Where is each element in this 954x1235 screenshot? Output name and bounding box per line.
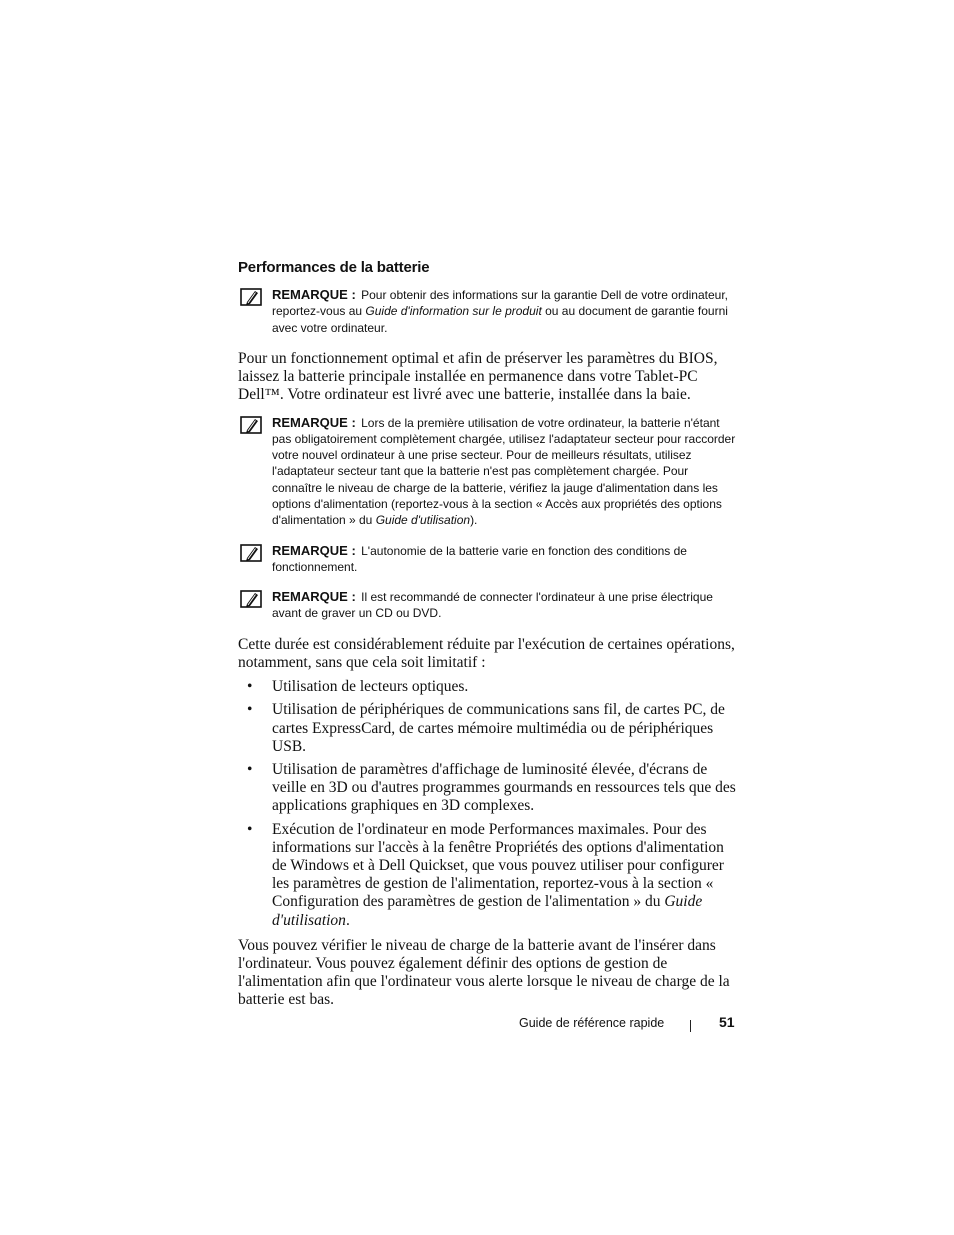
note-pencil-icon	[240, 416, 262, 434]
note-italic-title: Guide d'information sur le produit	[365, 304, 542, 319]
bullet-symbol: •	[247, 760, 253, 778]
note-label: REMARQUE :	[272, 589, 356, 605]
paragraph-charge-level: Vous pouvez vérifier le niveau de charge de la batterie avant de l'insérer dans l'ordinateur. Vous pouvez également définir des options de gestion de l'alimentation afin que l'ordinateur vous alerte lorsque le niveau de charge de la batterie est bas.	[238, 936, 730, 1009]
note-pencil-icon	[240, 288, 262, 306]
paragraph-bios: Pour un fonctionnement optimal et afin de préserver les paramètres du BIOS, laissez la batterie principale installée en permanence dans votre Tablet-PC Dell™. Votre ordinateur est livré avec une batterie, installée dans la baie.	[238, 349, 718, 404]
list-item	[238, 701, 738, 756]
note-label: REMARQUE :	[272, 542, 356, 558]
note-italic-title: Guide d'utilisation	[375, 513, 471, 528]
note-label: REMARQUE :	[272, 287, 356, 302]
note-text-after: ).	[470, 513, 478, 528]
note-label: REMARQUE :	[272, 414, 356, 430]
bullet-symbol: •	[247, 678, 253, 696]
list-item-text: Utilisation de lecteurs optiques.	[272, 678, 469, 696]
list-item-text: Utilisation de paramètres d'affichage de luminosité élevée, d'écrans de veille en 3D ou d'autres programmes gourmands en ressources tels que des applications graphiques en 3D complexes.	[272, 760, 736, 815]
note-pencil-icon	[240, 544, 262, 562]
list-item-italic-title: Guide d'utilisation	[272, 893, 703, 929]
note-warranty	[238, 287, 738, 336]
bullet-list	[238, 678, 738, 930]
list-item-text: Exécution de l'ordinateur en mode Performances maximales. Pour des informations sur l'accès à la fenêtre Propriétés des options d'alimentation de Windows et à Dell Quickset, que vous pouvez utiliser pour configurer les paramètres de gestion de l'alimentation, reportez-vous à la section « Configuration des paramètres de gestion de l'alimentation » du	[272, 820, 724, 911]
page-content	[238, 258, 738, 1020]
note-pencil-icon	[240, 590, 262, 608]
list-item	[238, 821, 738, 930]
bullet-symbol: •	[247, 820, 253, 838]
note-text: Lors de la première utilisation de votre ordinateur, la batterie n'étant pas obligatoirement complètement chargée, utilisez l'adaptateur secteur pour raccorder votre nouvel ordinateur à une prise secteur. Pour de meilleurs résultats, utilisez l'adaptateur secteur tant que la batterie n'est pas complètement chargée. Pour connaître le niveau de charge de la batterie, vérifiez la jauge d'alimentation dans les options d'alimentation (reportez-vous à la section « Accès aux propriétés des options d'alimentation » du	[272, 415, 736, 528]
note-first-use	[238, 415, 738, 529]
bullet-symbol: •	[247, 701, 253, 719]
note-burn-cd	[238, 589, 738, 622]
footer-title: Guide de référence rapide	[519, 1016, 665, 1030]
list-item-text-after: .	[345, 911, 350, 929]
note-text-after: ou au document de garantie fourni avec votre ordinateur.	[272, 304, 728, 335]
footer-divider	[690, 1020, 691, 1032]
note-text: Pour obtenir des informations sur la garantie Dell de votre ordinateur, reportez-vous au	[272, 288, 728, 319]
note-text: Il est recommandé de connecter l'ordinateur à une prise électrique avant de graver un CD ou DVD.	[272, 590, 713, 621]
note-autonomy	[238, 543, 738, 576]
list-item	[238, 761, 738, 816]
section-heading: Performances de la batterie	[238, 259, 430, 276]
list-item	[238, 678, 738, 696]
note-text: L'autonomie de la batterie varie en fonction des conditions de fonctionnement.	[272, 543, 687, 574]
paragraph-duration: Cette durée est considérablement réduite par l'exécution de certaines opérations, notamment, sans que cela soit limitatif :	[238, 635, 735, 671]
page-number: 51	[719, 1014, 735, 1030]
list-item-text: Utilisation de périphériques de communications sans fil, de cartes PC, de cartes ExpressCard, de cartes mémoire multimédia ou de périphériques USB.	[272, 701, 725, 755]
